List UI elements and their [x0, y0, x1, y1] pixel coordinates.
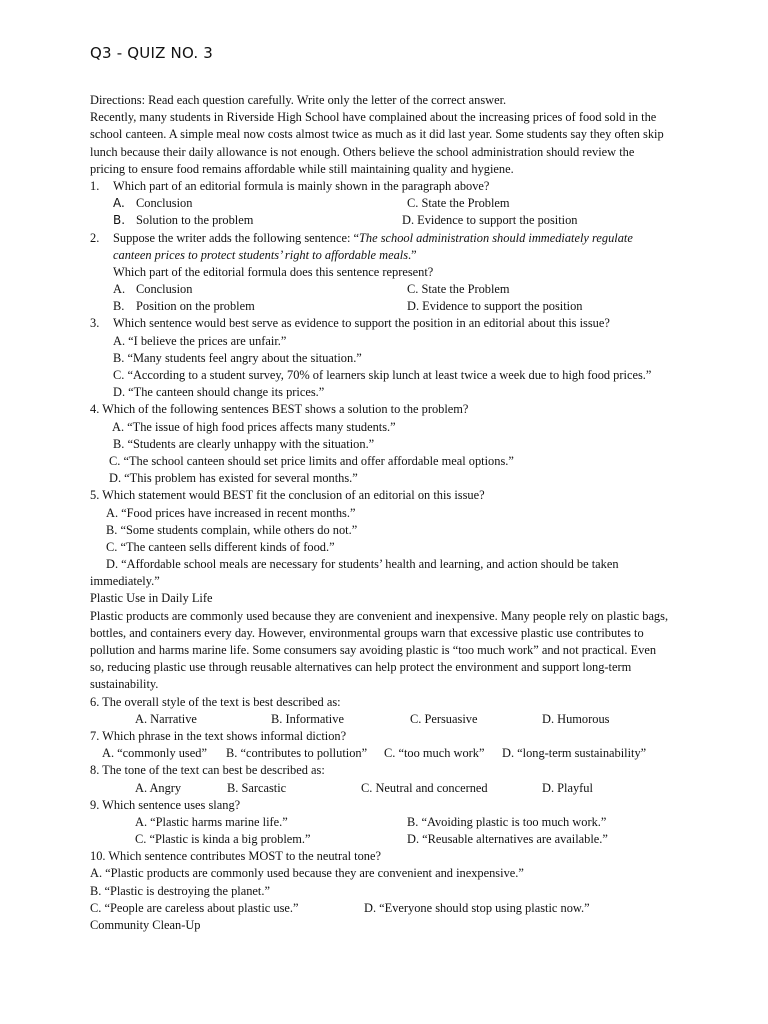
choice-b: B. “Many students feel angry about the situation.”: [113, 350, 362, 365]
choice-a: A. “Plastic products are commonly used because they are convenient and inexpensive.”: [90, 866, 524, 881]
choice-b: B. Informative: [271, 711, 344, 726]
choice-c: C. State the Problem: [407, 282, 510, 297]
choice-c: C. “According to a student survey, 70% of learners skip lunch at least twice a week due to high food prices.”: [113, 368, 652, 382]
passage-line: Recently, many students in Riverside High School have complained about the increasing prices of food sold in the: [90, 110, 657, 125]
passage-line: pricing to ensure food remains affordable while still maintaining quality and hygiene.: [90, 161, 514, 176]
q10-choices-row: [90, 900, 690, 917]
passage-plastic: [90, 608, 690, 694]
choice-a: A. “The issue of high food prices affects many students.”: [112, 419, 396, 434]
passage-line: Plastic products are commonly used because they are convenient and inexpensive. Many people rely on plastic bags,: [90, 608, 669, 623]
passage-line: bottles, and containers every day. However, environmental groups warn that excessive plastic use contributes to: [90, 625, 644, 640]
directions: Directions: Read each question carefully. Write only the letter of the correct answer.: [90, 93, 507, 107]
q9-choices-row-2: [90, 831, 690, 848]
choice-a: A. “I believe the prices are unfair.”: [113, 333, 287, 348]
choice-letter: A.: [113, 196, 125, 211]
q7-choices: [90, 745, 690, 762]
choice-b: B. “Avoiding plastic is too much work.”: [407, 814, 607, 829]
q2-choices-row-2: [90, 298, 690, 315]
section-title: Plastic Use in Daily Life: [90, 591, 213, 606]
choice-c: C. “The school canteen should set price limits and offer affordable meal options.”: [109, 453, 514, 468]
question-5: 5. Which statement would BEST fit the conclusion of an editorial on this issue?: [90, 488, 485, 503]
choice-a: A. “commonly used”: [102, 746, 207, 761]
choice-b: Solution to the problem: [136, 213, 254, 228]
question-10: 10. Which sentence contributes MOST to the neutral tone?: [90, 849, 381, 864]
passage-line: sustainability.: [90, 677, 159, 692]
choice-c: C. Persuasive: [410, 711, 478, 726]
choice-a: Conclusion: [136, 282, 193, 297]
question-7: 7. Which phrase in the text shows informal diction?: [90, 728, 347, 743]
section-title: Community Clean-Up: [90, 918, 201, 932]
question-text: Which sentence would best serve as evidence to support the position in an editorial about this issue?: [113, 316, 610, 331]
passage-line: lunch because their daily allowance is not enough. Others believe the school administration should review the: [90, 144, 635, 159]
choice-a: A. Narrative: [135, 711, 197, 726]
passage-line: pollution and harms marine life. Some consumers say avoiding plastic is “too much work” and not practical. Even: [90, 643, 657, 657]
question-4: 4. Which of the following sentences BEST shows a solution to the problem?: [90, 402, 469, 417]
passage-canteen: [90, 109, 690, 178]
choice-d: D. Evidence to support the position: [402, 213, 578, 228]
q6-choices: [90, 711, 690, 728]
choice-b: Position on the problem: [136, 299, 255, 314]
choice-b: B. “Some students complain, while others do not.”: [106, 522, 358, 537]
choice-d: D. “This problem has existed for several months.”: [109, 471, 358, 486]
choice-b: B. “contributes to pollution”: [226, 746, 368, 761]
passage-line: so, reducing plastic use through reusable alternatives can help protect the environment and support long-term: [90, 660, 632, 675]
question-9: 9. Which sentence uses slang?: [90, 797, 241, 812]
choice-letter: B.: [113, 299, 125, 314]
choice-d: D. “long-term sustainability”: [502, 746, 647, 761]
question-3: [90, 315, 690, 332]
question-2-prompt: [90, 264, 690, 281]
choice-a: A. “Food prices have increased in recent months.”: [106, 505, 356, 520]
question-2: [90, 230, 690, 247]
question-text: Suppose the writer adds the following sentence: “The school administration should immediately regulate: [113, 230, 633, 245]
q8-choices: [90, 780, 690, 797]
question-8: 8. The tone of the text can best be described as:: [90, 763, 325, 778]
choice-d: D. Evidence to support the position: [407, 299, 583, 314]
question-1: [90, 178, 690, 195]
choice-d: D. “Reusable alternatives are available.”: [407, 832, 608, 847]
quiz-body: [90, 92, 690, 934]
choice-d-cont: immediately.”: [90, 574, 160, 589]
choice-d: D. “Affordable school meals are necessary for students’ health and learning, and action should be taken: [106, 557, 619, 572]
question-number: 3.: [90, 316, 100, 331]
question-text: Which part of the editorial formula does this sentence represent?: [113, 264, 434, 279]
passage-line: school canteen. A simple meal now costs almost twice as much as it did last year. Some students say they often skip: [90, 127, 664, 142]
question-6: 6. The overall style of the text is best described as:: [90, 694, 341, 709]
choice-a: A. Angry: [135, 780, 182, 795]
question-text: canteen prices to protect students’ right to affordable meals.”: [113, 247, 417, 262]
page-title: Q3 - QUIZ NO. 3: [90, 44, 214, 62]
q1-choices-row-2: [90, 212, 690, 229]
choice-d: D. “The canteen should change its prices.”: [113, 385, 325, 400]
q2-choices-row-1: [90, 281, 690, 298]
choice-d: D. Playful: [542, 780, 593, 795]
choice-d: D. Humorous: [542, 711, 610, 726]
choice-letter: B.: [113, 213, 126, 228]
choice-a: Conclusion: [136, 196, 193, 211]
question-number: 1.: [90, 178, 100, 193]
choice-b: B. “Plastic is destroying the planet.”: [90, 883, 270, 898]
question-number: 2.: [90, 230, 100, 245]
choice-c: C. “too much work”: [384, 746, 485, 761]
choice-c: C. “The canteen sells different kinds of food.”: [106, 539, 335, 554]
choice-c: C. “People are careless about plastic use.”: [90, 900, 299, 915]
q1-choices-row-1: [90, 195, 690, 212]
choice-c: C. State the Problem: [407, 196, 510, 211]
question-text: Which part of an editorial formula is mainly shown in the paragraph above?: [113, 178, 490, 193]
choice-letter: A.: [113, 282, 126, 297]
q9-choices-row-1: [90, 814, 690, 831]
choice-d: D. “Everyone should stop using plastic now.”: [364, 900, 590, 915]
choice-c: C. “Plastic is kinda a big problem.”: [135, 832, 311, 847]
choice-b: B. “Students are clearly unhappy with the situation.”: [113, 436, 375, 451]
choice-a: A. “Plastic harms marine life.”: [135, 814, 288, 829]
choice-b: B. Sarcastic: [227, 780, 287, 795]
choice-c: C. Neutral and concerned: [361, 780, 488, 795]
question-2-cont: [90, 247, 690, 264]
